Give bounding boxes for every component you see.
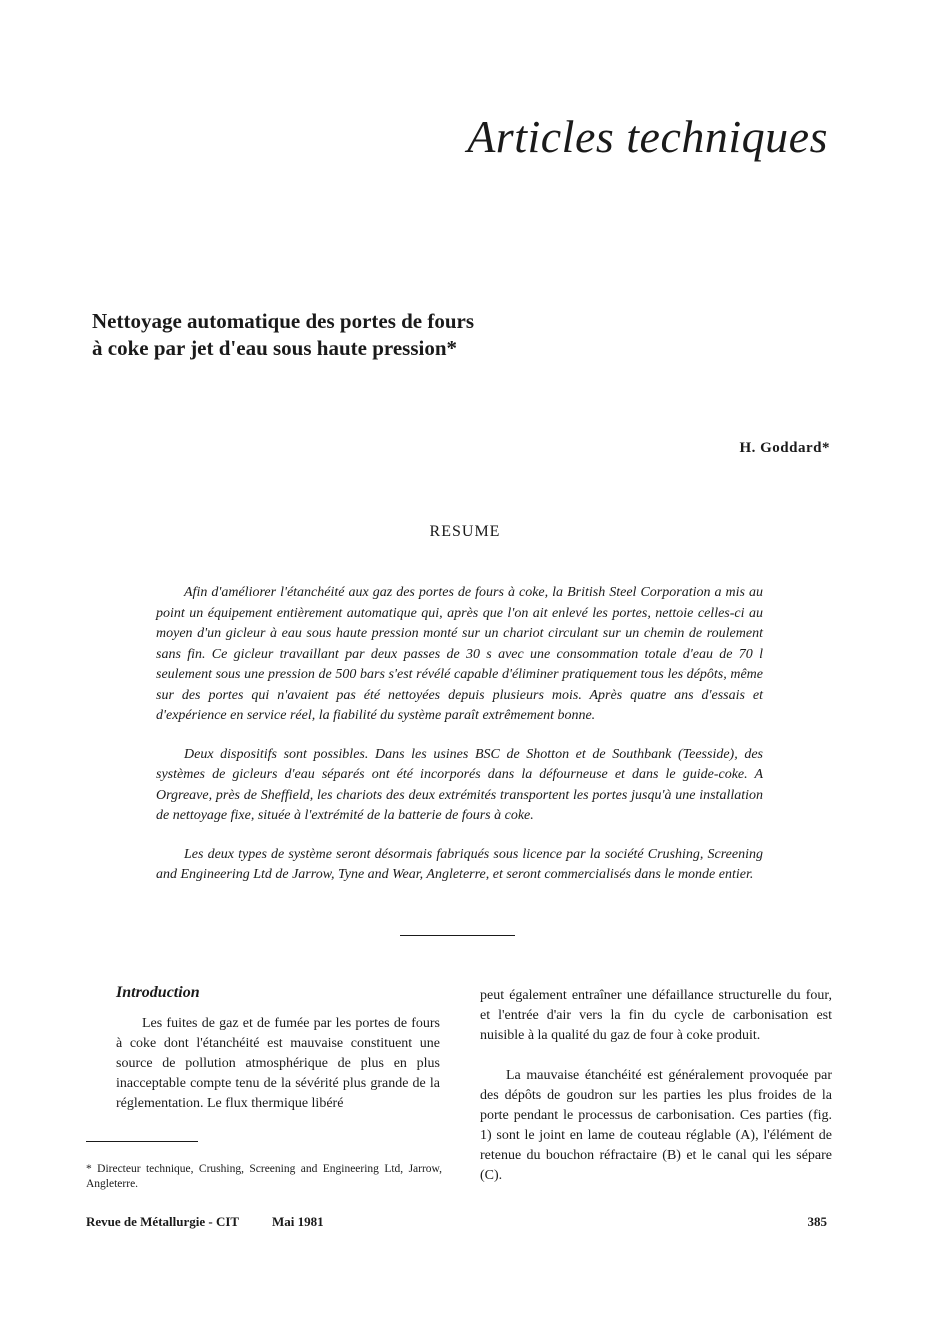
introduction-heading: Introduction bbox=[116, 984, 200, 1001]
footnote-divider bbox=[86, 1141, 198, 1142]
abstract-paragraph-1: Afin d'améliorer l'étanchéité aux gaz des portes de fours à coke, la British Steel Corporation a mis au point un équipement entièrement automatique qui, après que l'on ait enlevé les portes, nettoie celles-ci au moyen d'un gicleur à eau sous haute pression monté sur un chariot circulant sur un chemin de roulement sans fin. Ce gicleur travaillant par deux passes de 30 s avec une consommation totale d'eau de 70 l seulement sous une pression de 500 bars s'est révélé capable d'éliminer pratiquement tous les dépôts, même sur des portes qui n'avaient pas été nettoyées depuis plusieurs mois. Après quatre ans d'essais et d'expérience en service réel, la fiabilité du système paraît extrêmement bonne. bbox=[156, 585, 763, 723]
right-column bbox=[480, 986, 832, 1186]
left-column bbox=[116, 983, 440, 1114]
abstract-heading: RESUME bbox=[429, 523, 501, 540]
title-line-2: à coke par jet d'eau sous haute pression* bbox=[92, 336, 458, 360]
introduction-paragraph-2: La mauvaise étanchéité est généralement provoquée par des dépôts de goudron sur les parties les plus froides de la porte pendant le processus de carbonisation. Ces parties (fig. 1) sont le joint en lame de couteau réglable (A), l'élément de retenue du bouchon réfractaire (B) et le canal qui les sépare (C). bbox=[480, 1068, 832, 1183]
abstract-paragraph-3: Les deux types de système seront désormais fabriqués sous licence par la société Crushing, Screening and Engineering Ltd de Jarrow, Tyne and Wear, Angleterre, et seront commercialisés dans le monde entier. bbox=[156, 846, 763, 882]
abstract bbox=[156, 583, 763, 904]
author: H. Goddard* bbox=[739, 440, 830, 456]
abstract-divider bbox=[400, 935, 515, 936]
footer-journal-name: Revue de Métallurgie - CIT bbox=[86, 1214, 240, 1229]
introduction-paragraph-1: Les fuites de gaz et de fumée par les portes de fours à coke dont l'étanchéité est mauvaise constituent une source de pollution atmosphérique de plus en plus inacceptable compte tenu de la sévérité plus grande de la réglementation. Le flux thermique libéré bbox=[116, 1016, 440, 1111]
introduction-paragraph-1-continued: peut également entraîner une défaillance structurelle du four, et l'entrée d'air vers la fin du cycle de carbonisation est nuisible à la qualité du gaz de four à coke produit. bbox=[480, 988, 832, 1043]
page-number: 385 bbox=[807, 1214, 827, 1229]
footer-date: Mai 1981 bbox=[272, 1214, 324, 1229]
footnote: * Directeur technique, Crushing, Screening and Engineering Ltd, Jarrow, Angleterre. bbox=[86, 1163, 442, 1190]
title-line-1: Nettoyage automatique des portes de fours bbox=[92, 309, 475, 333]
section-heading: Articles techniques bbox=[467, 111, 828, 162]
abstract-paragraph-2: Deux dispositifs sont possibles. Dans les usines BSC de Shotton et de Southbank (Teesside), des systèmes de gicleurs d'eau séparés ont été incorporés dans la défourneuse et dans le guide-coke. A Orgreave, près de Sheffield, les chariots des deux extrémités transportent les portes jusqu'à une installation de nettoyage fixe, située à l'extrémité de la batterie de fours à coke. bbox=[156, 746, 763, 823]
article-title bbox=[92, 308, 612, 362]
